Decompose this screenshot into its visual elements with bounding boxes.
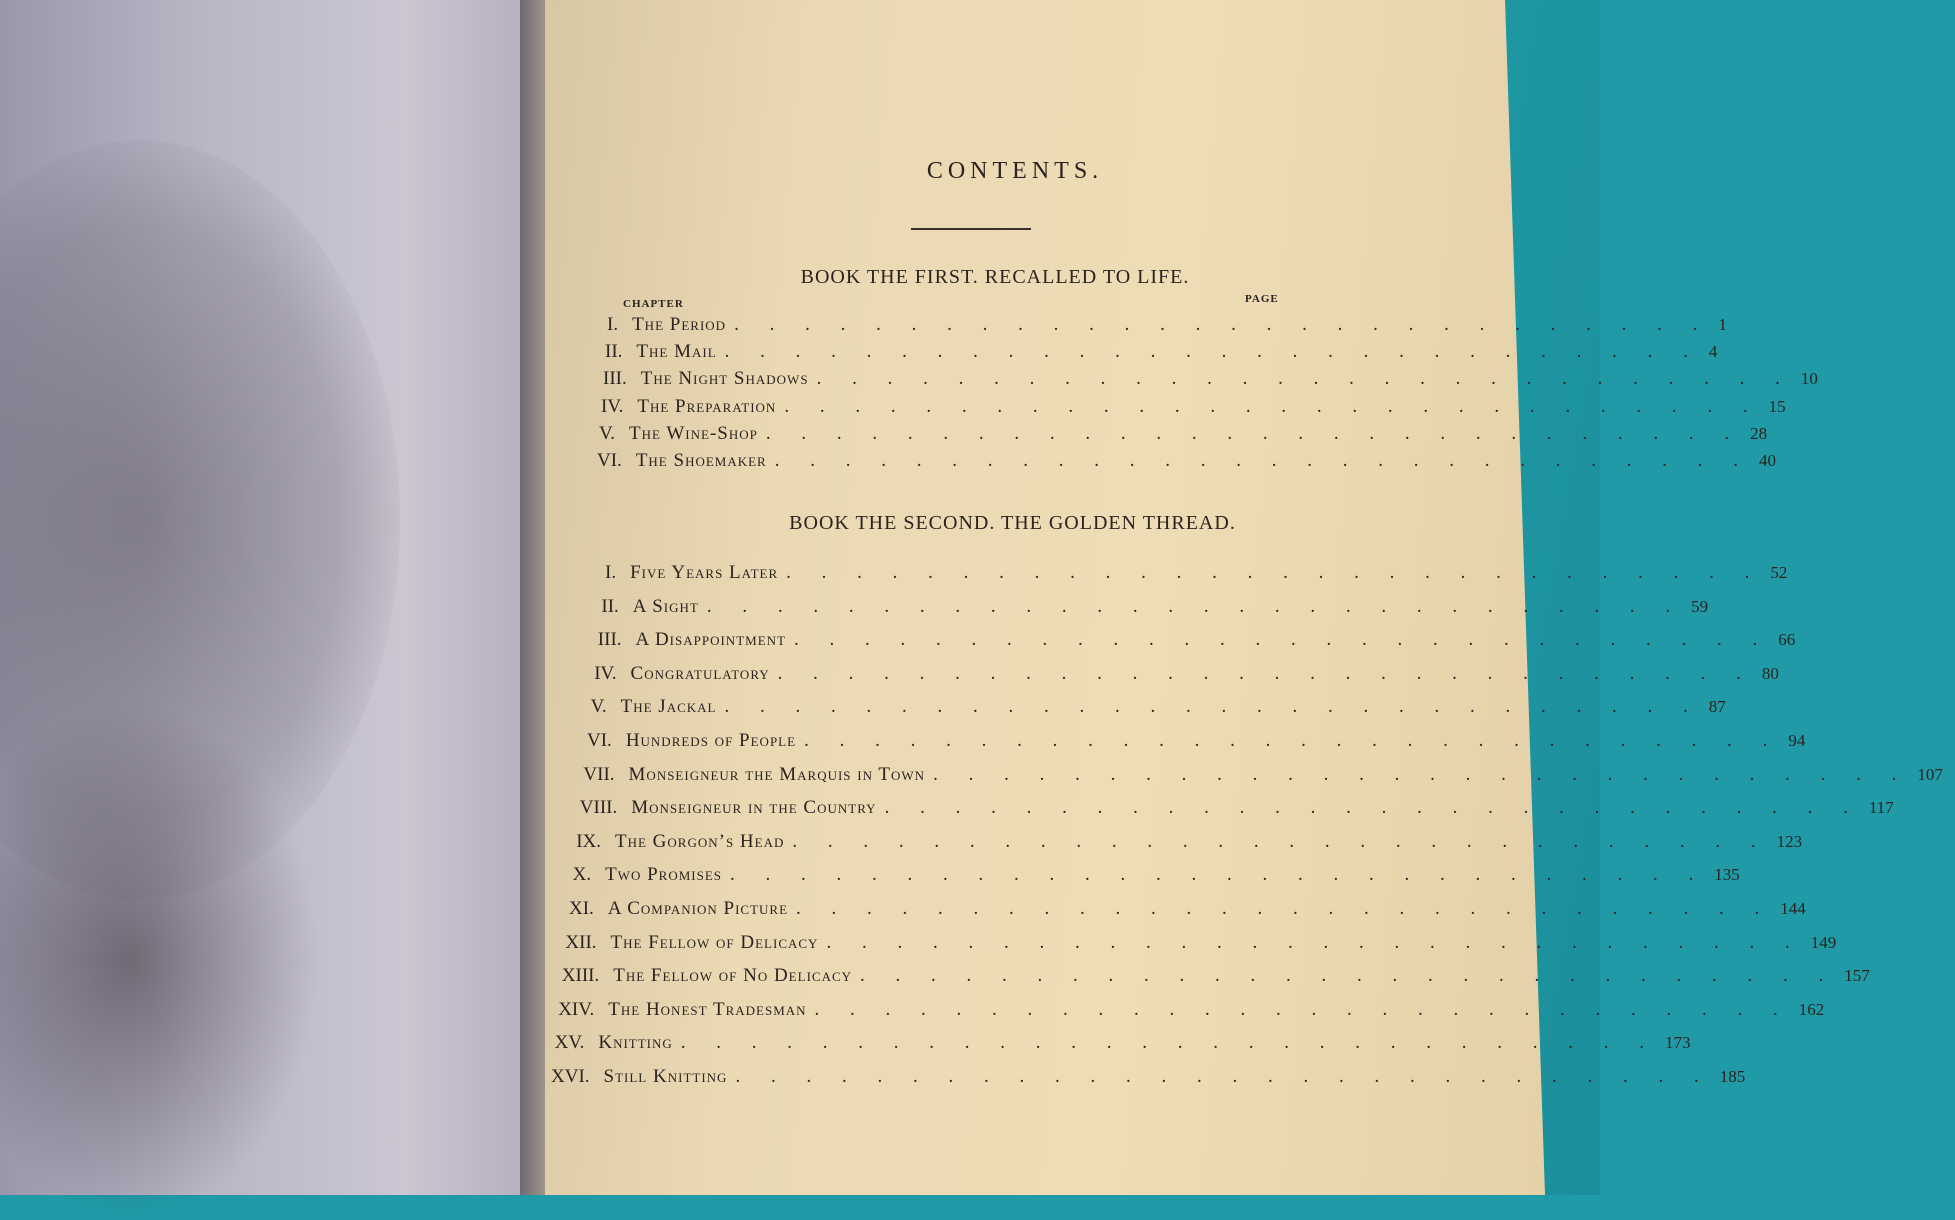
title-rule xyxy=(911,228,1031,230)
toc-entry xyxy=(558,998,1825,1023)
dot-leader: . . . . . . . . . . . . . . . . . . . . . . . . . . . . xyxy=(793,629,1771,651)
chapter-number: V. xyxy=(590,696,607,718)
toc-entry xyxy=(590,696,1726,720)
chapter-number: XVI. xyxy=(551,1066,590,1087)
chapter-number: XIII. xyxy=(561,965,600,987)
chapter-title: Five Years Later xyxy=(630,562,779,583)
dot-leader: . . . . . . . . . . . . . . . . . . . . . . . . . . . . xyxy=(860,965,1837,987)
toc-entry xyxy=(601,395,1786,420)
dot-leader: . . . . . . . . . . . . . . . . . . . . . . . . . . . . xyxy=(786,562,1763,583)
toc-entry xyxy=(576,830,1803,855)
toc-entry xyxy=(579,797,1894,821)
page-number: 1 xyxy=(1718,315,1727,334)
dot-leader: . . . . . . . . . . . . . . . . . . . . . . . . . . . . xyxy=(826,931,1803,953)
page-number: 15 xyxy=(1768,396,1786,416)
chapter-title: Two Promises xyxy=(605,864,723,886)
dot-leader: . . . . . . . . . . . . . . . . . . . . . . . . . . . . xyxy=(933,763,1910,785)
chapter-title: The Gorgon’s Head xyxy=(615,830,785,852)
page-number: 66 xyxy=(1778,630,1796,650)
chapter-number: I. xyxy=(605,562,617,583)
page-number: 117 xyxy=(1868,798,1894,818)
page-number: 185 xyxy=(1719,1067,1746,1086)
page-number: 28 xyxy=(1750,423,1768,443)
dot-leader: . . . . . . . . . . . . . . . . . . . . . . . . . . . . xyxy=(735,1066,1712,1087)
dot-leader: . . . . . . . . . . . . . . . . . . . . . . . . . . . . xyxy=(884,797,1861,819)
page-number: 144 xyxy=(1780,899,1806,918)
chapter-number: XII. xyxy=(565,931,597,953)
page-number: 52 xyxy=(1770,563,1788,582)
page-number: 40 xyxy=(1758,451,1776,470)
chapter-title: Monseigneur the Marquis in Town xyxy=(628,763,926,785)
chapter-number: VIII. xyxy=(579,797,618,819)
chapter-title: The Jackal xyxy=(620,696,717,718)
dot-leader: . . . . . . . . . . . . . . . . . . . . . . . . . . . . xyxy=(804,730,1781,751)
contents-page xyxy=(545,0,1943,1195)
dot-leader: . . . . . . . . . . . . . . . . . . . . . . . . . . . . xyxy=(816,368,1793,390)
chapter-title: A Disappointment xyxy=(635,629,786,651)
page-number: 157 xyxy=(1844,966,1870,986)
toc-entry xyxy=(607,314,1727,338)
book-first-heading: BOOK THE FIRST. RECALLED TO LIFE. xyxy=(800,266,1190,288)
chapter-title: A Sight xyxy=(632,595,699,617)
chapter-number: XV. xyxy=(554,1032,585,1054)
toc-entry xyxy=(554,1032,1691,1056)
page-number: 149 xyxy=(1810,932,1837,952)
chapter-number: III. xyxy=(597,629,622,651)
chapter-number: II. xyxy=(601,595,619,617)
chapter-number: X. xyxy=(572,864,592,886)
toc-entry xyxy=(597,629,1796,653)
chapter-number: VII. xyxy=(583,763,615,785)
chapter-column-label: CHAPTER xyxy=(623,298,684,310)
chapter-title: The Night Shadows xyxy=(640,368,809,390)
chapter-title: The Fellow of Delicacy xyxy=(610,931,819,953)
chapter-title: Hundreds of People xyxy=(625,730,797,751)
chapter-title: The Period xyxy=(632,314,727,335)
chapter-title: The Mail xyxy=(636,341,717,363)
toc-entry xyxy=(587,730,1806,754)
dot-leader: . . . . . . . . . . . . . . . . . . . . . . . . . . . . xyxy=(706,595,1684,617)
page-number: 80 xyxy=(1761,663,1779,683)
dot-leader: . . . . . . . . . . . . . . . . . . . . . . . . . . . . xyxy=(774,450,1751,471)
chapter-number: II. xyxy=(605,341,623,363)
page-column-label: PAGE xyxy=(1245,293,1279,305)
chapter-number: VI. xyxy=(587,730,612,751)
page-number: 123 xyxy=(1776,831,1803,851)
page-number: 4 xyxy=(1708,342,1718,362)
chapter-title: Still Knitting xyxy=(603,1066,728,1087)
chapter-title: A Companion Picture xyxy=(607,898,789,919)
toc-entry xyxy=(594,662,1779,687)
chapter-number: IV. xyxy=(601,395,624,417)
toc-entry xyxy=(605,341,1718,365)
toc-entry xyxy=(565,931,1837,956)
chapter-title: The Shoemaker xyxy=(635,450,767,471)
toc-entry xyxy=(599,422,1768,447)
page-number: 135 xyxy=(1714,865,1740,885)
dot-leader: . . . . . . . . . . . . . . . . . . . . . . . . . . . . xyxy=(796,898,1773,919)
chapter-number: XI. xyxy=(569,898,594,919)
page-number: 107 xyxy=(1917,764,1943,784)
dot-leader: . . . . . . . . . . . . . . . . . . . . . . . . . . . . xyxy=(730,864,1707,886)
dot-leader: . . . . . . . . . . . . . . . . . . . . . . . . . . . . xyxy=(814,998,1791,1020)
chapter-title: Knitting xyxy=(598,1032,673,1054)
toc-entry xyxy=(603,368,1818,392)
page-number: 94 xyxy=(1788,731,1806,750)
chapter-number: I. xyxy=(607,314,619,335)
page-number: 59 xyxy=(1691,596,1709,616)
dot-leader: . . . . . . . . . . . . . . . . . . . . . . . . . . . . xyxy=(765,422,1743,444)
dot-leader: . . . . . . . . . . . . . . . . . . . . . . . . . . . . xyxy=(784,395,1761,417)
chapter-number: XIV. xyxy=(558,998,595,1020)
chapter-title: Monseigneur in the Country xyxy=(631,797,877,819)
dot-leader: . . . . . . . . . . . . . . . . . . . . . . . . . . . . xyxy=(724,696,1701,718)
toc-entry xyxy=(605,562,1788,586)
page-number: 87 xyxy=(1708,697,1726,717)
toc-entry xyxy=(601,595,1709,620)
book-second-heading: BOOK THE SECOND. THE GOLDEN THREAD. xyxy=(789,512,1236,534)
toc-entry xyxy=(583,763,1943,788)
dot-leader: . . . . . . . . . . . . . . . . . . . . . . . . . . . . xyxy=(792,830,1769,852)
chapter-number: V. xyxy=(599,422,616,444)
chapter-number: IV. xyxy=(594,662,617,684)
toc-entry xyxy=(561,965,1870,989)
toc-entry xyxy=(597,450,1776,474)
dot-leader: . . . . . . . . . . . . . . . . . . . . . . . . . . . . xyxy=(777,662,1754,684)
page-number: 10 xyxy=(1800,369,1818,389)
chapter-title: The Wine-Shop xyxy=(629,422,758,444)
toc-entry xyxy=(572,864,1740,888)
chapter-number: IX. xyxy=(576,830,601,852)
chapter-title: The Fellow of No Delicacy xyxy=(613,965,853,987)
chapter-number: III. xyxy=(603,368,627,390)
page-number: 173 xyxy=(1665,1033,1691,1053)
dot-leader: . . . . . . . . . . . . . . . . . . . . . . . . . . . . xyxy=(734,314,1711,335)
dot-leader: . . . . . . . . . . . . . . . . . . . . . . . . . . . . xyxy=(680,1032,1658,1054)
chapter-title: Congratulatory xyxy=(630,662,770,684)
toc-entry xyxy=(551,1066,1746,1090)
left-page xyxy=(0,0,540,1195)
page-title: CONTENTS. xyxy=(926,158,1104,184)
chapter-title: The Honest Tradesman xyxy=(608,998,807,1020)
dot-leader: . . . . . . . . . . . . . . . . . . . . . . . . . . . . xyxy=(724,341,1701,363)
chapter-number: VI. xyxy=(597,450,622,471)
page-number: 162 xyxy=(1798,999,1825,1019)
toc-entry xyxy=(569,898,1806,922)
chapter-title: The Preparation xyxy=(637,395,777,417)
